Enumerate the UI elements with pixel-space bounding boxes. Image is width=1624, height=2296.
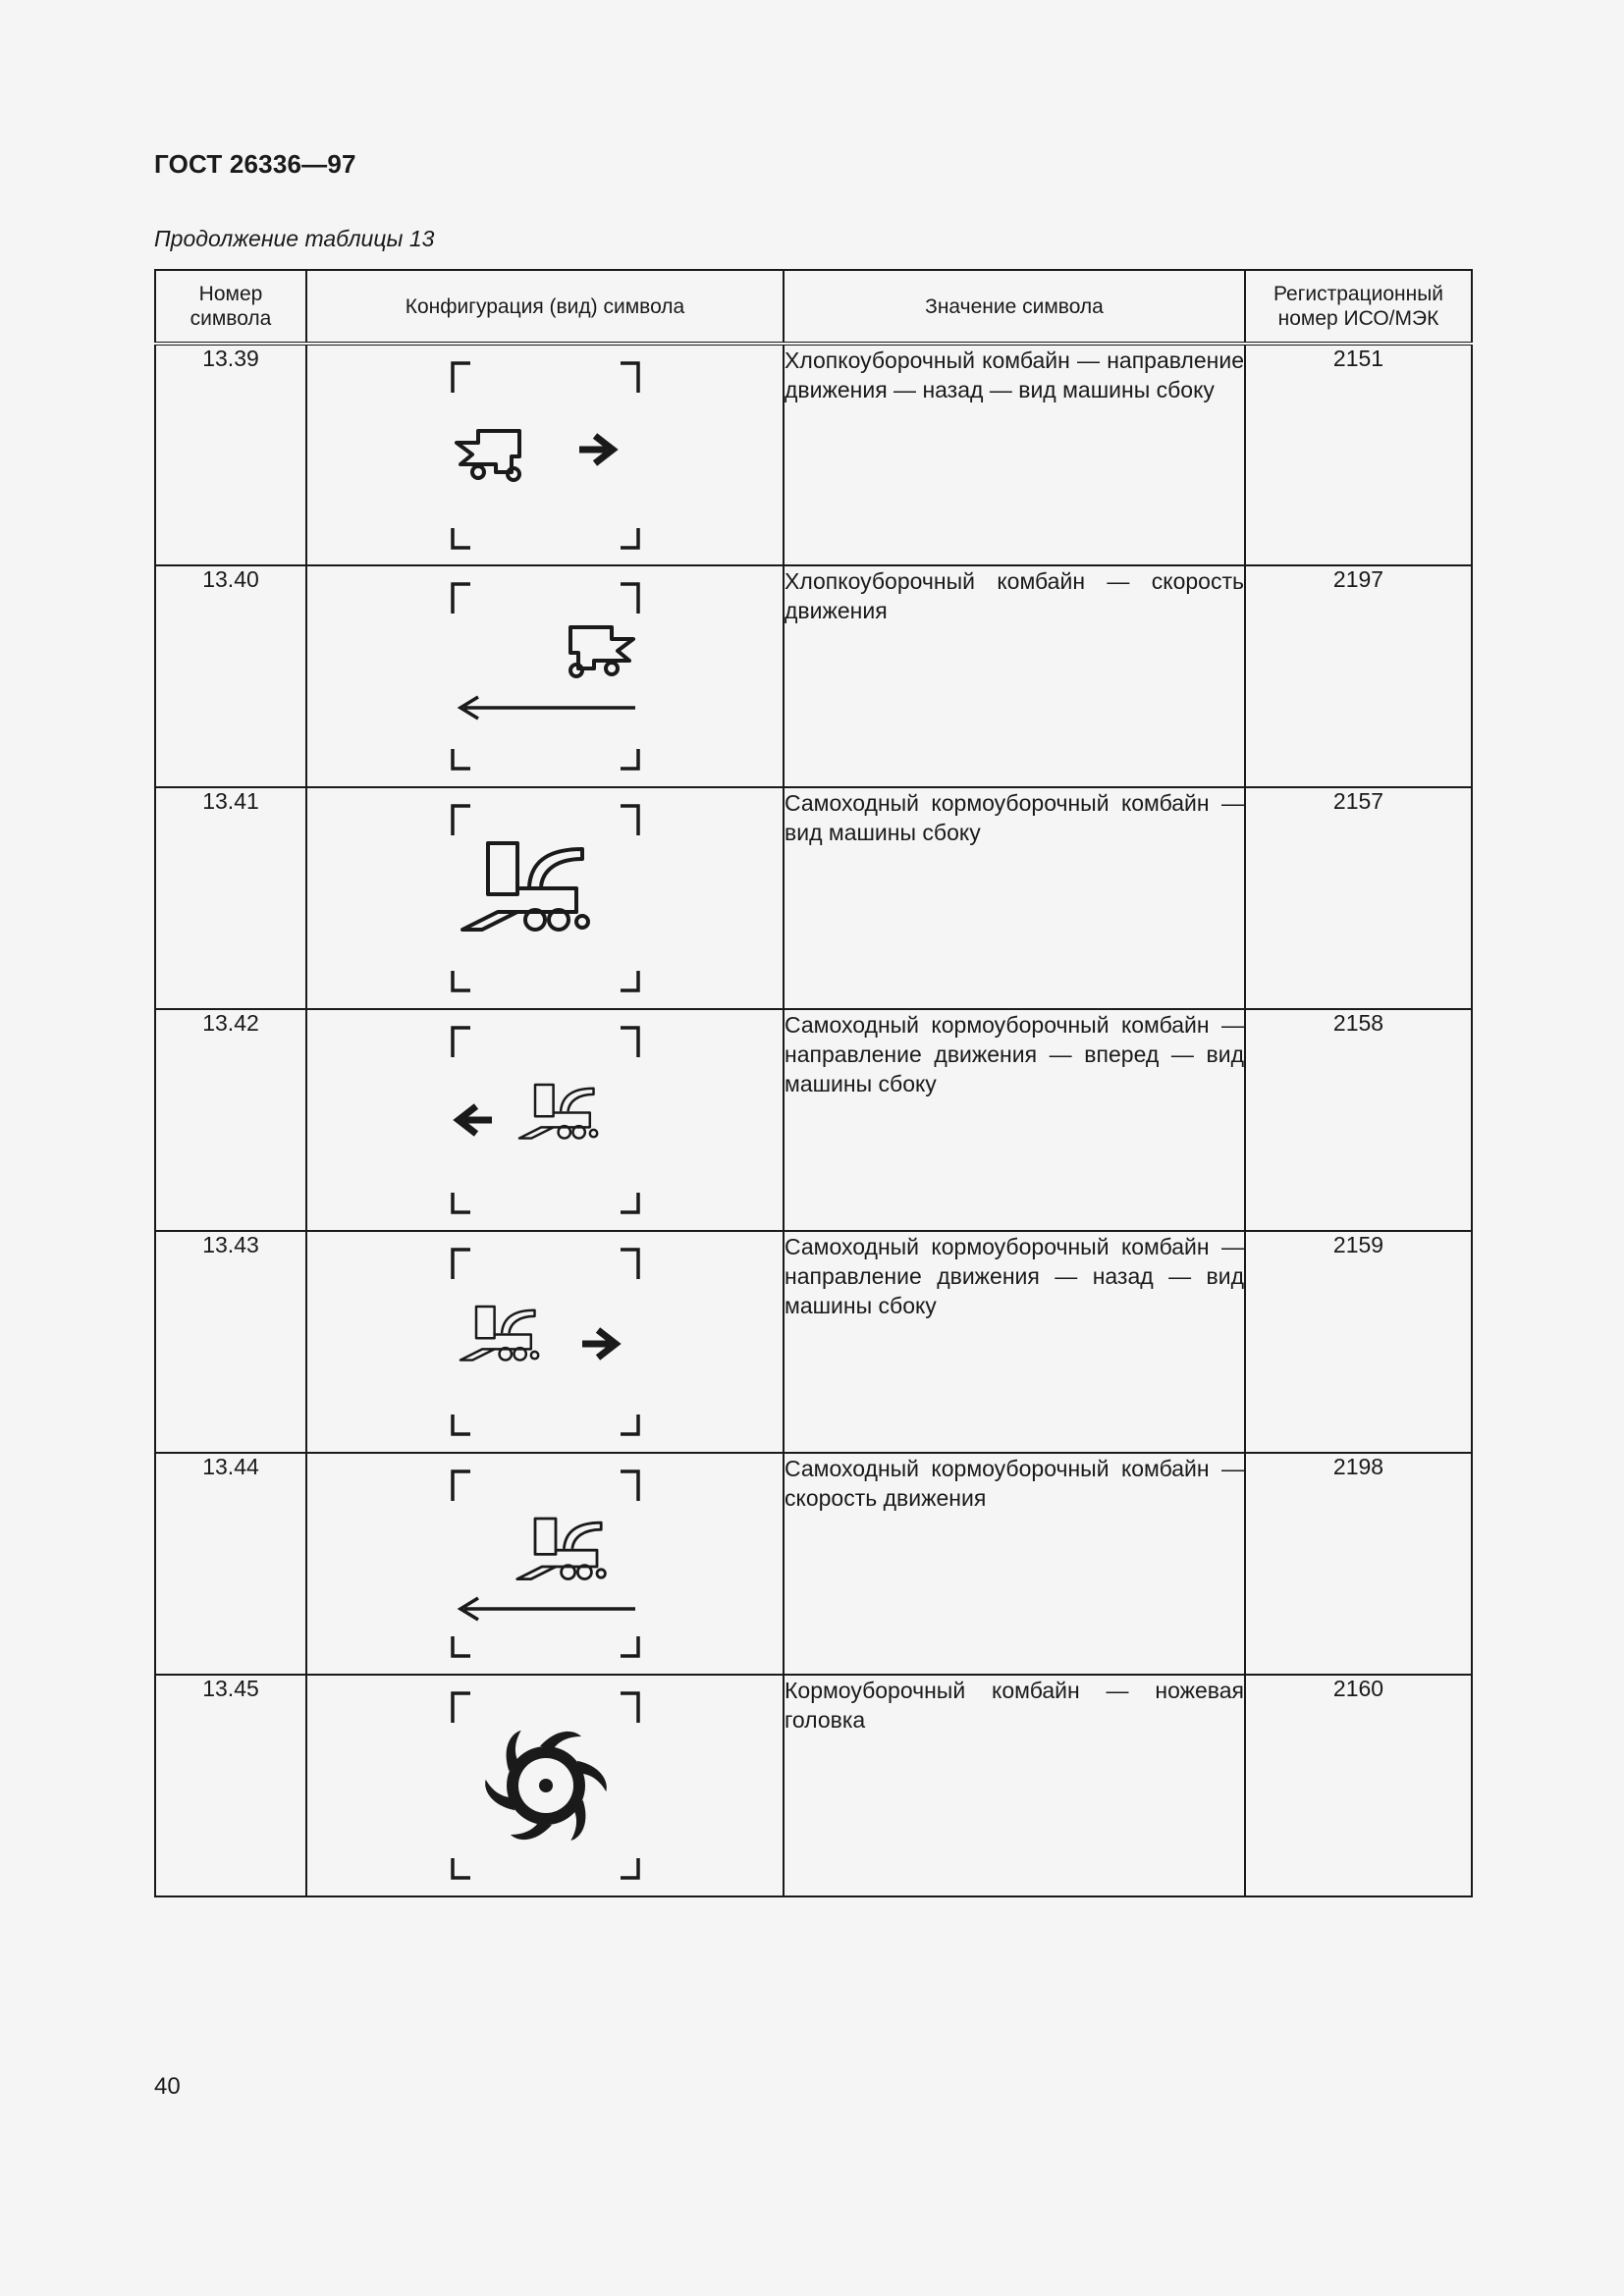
registration-number: 2198 [1245,1453,1472,1675]
table-row [155,1231,1472,1453]
registration-number: 2159 [1245,1231,1472,1453]
cotton-harvester-speed-icon [449,580,642,773]
symbol-configuration [306,787,784,1009]
registration-number: 2157 [1245,787,1472,1009]
page-number: 40 [154,2073,181,2100]
registration-number: 2197 [1245,565,1472,787]
symbols-table [154,269,1473,1897]
table-row [155,787,1472,1009]
symbol-configuration [306,1009,784,1231]
symbol-number: 13.40 [155,565,306,787]
col-header-registration: Регистрационный номер ИСО/МЭК [1245,270,1472,344]
col-header-meaning: Значение символа [784,270,1245,344]
cotton-harvester-reverse-icon [449,359,642,552]
table-row [155,1675,1472,1896]
symbol-configuration [306,1675,784,1896]
symbol-number: 13.44 [155,1453,306,1675]
symbol-configuration [306,1231,784,1453]
symbol-configuration [306,1453,784,1675]
symbol-configuration [306,565,784,787]
cutter-head-icon [449,1689,642,1882]
symbol-configuration [306,344,784,565]
document-title: ГОСТ 26336—97 [154,149,356,179]
symbol-meaning: Самоходный кормоуборочный комбайн — вид машины сбоку [784,787,1245,1009]
symbol-meaning: Кормоуборочный комбайн — ножевая головка [784,1675,1245,1896]
col-header-number: Номер символа [155,270,306,344]
table-row [155,565,1472,787]
symbol-meaning: Хлопкоуборочный комбайн — направление движения — назад — вид машины сбоку [784,344,1245,565]
forage-harvester-side-icon [449,802,642,994]
symbol-number: 13.42 [155,1009,306,1231]
registration-number: 2151 [1245,344,1472,565]
table-caption: Продолжение таблицы 13 [154,226,435,251]
col-header-configuration: Конфигурация (вид) символа [306,270,784,344]
table-header-row [155,270,1472,344]
symbol-number: 13.41 [155,787,306,1009]
forage-harvester-speed-icon [449,1468,642,1660]
symbol-meaning: Самоходный кормоуборочный комбайн — направление движения — вперед — вид машины сбоку [784,1009,1245,1231]
symbol-number: 13.39 [155,344,306,565]
symbol-number: 13.45 [155,1675,306,1896]
symbol-number: 13.43 [155,1231,306,1453]
registration-number: 2158 [1245,1009,1472,1231]
symbol-meaning: Самоходный кормоуборочный комбайн — скорость движения [784,1453,1245,1675]
symbol-meaning: Самоходный кормоуборочный комбайн — направление движения — назад — вид машины сбоку [784,1231,1245,1453]
table-row [155,344,1472,565]
table-row [155,1453,1472,1675]
table-row [155,1009,1472,1231]
registration-number: 2160 [1245,1675,1472,1896]
forage-harvester-reverse-icon [449,1246,642,1438]
symbol-meaning: Хлопкоуборочный комбайн — скорость движения [784,565,1245,787]
forage-harvester-forward-icon [449,1024,642,1216]
